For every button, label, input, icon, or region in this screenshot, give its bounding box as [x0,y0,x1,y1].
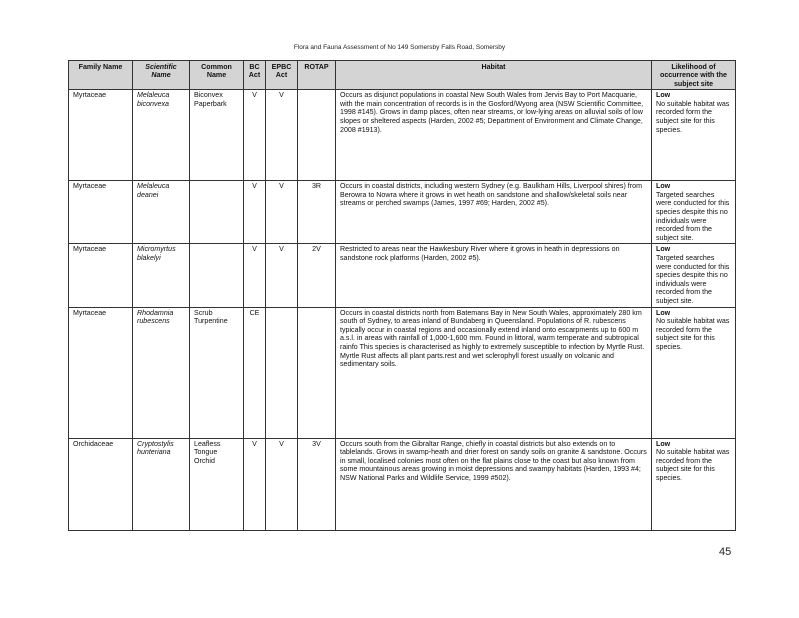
bc-cell: CE [244,307,266,438]
likelihood-cell [652,307,736,438]
table-header-row [69,61,736,90]
rotap-cell [298,90,336,181]
likelihood-level: Low [656,182,671,191]
family-cell: Myrtaceae [69,181,133,244]
table-row [69,244,736,307]
bc-cell: V [244,90,266,181]
scientific-cell: Cryptostylis hunteriana [133,438,190,530]
rotap-cell: 3V [298,438,336,530]
epbc-cell: V [266,438,298,530]
epbc-cell: V [266,90,298,181]
habitat-cell: Restricted to areas near the Hawkesbury River where it grows in heath in depressions on sandstone rock platforms (Harden, 2002 #5). [336,244,652,307]
likelihood-text: No suitable habitat was recorded from the subject site for this species. [656,448,730,482]
col-header-likelihood: Likelihood of occurrence with the subject site [652,61,736,90]
family-cell: Myrtaceae [69,307,133,438]
col-header-habitat: Habitat [336,61,652,90]
common-cell: Biconvex Paperbark [190,90,244,181]
common-cell: Scrub Turpentine [190,307,244,438]
scientific-cell: Melaleuca deanei [133,181,190,244]
table-row [69,438,736,530]
likelihood-cell [652,244,736,307]
col-header-family: Family Name [69,61,133,90]
col-header-bc: BC Act [244,61,266,90]
likelihood-text: Targeted searches were conducted for this species despite this no individuals were recorded from the subject site. [656,253,730,305]
likelihood-cell [652,438,736,530]
rotap-cell: 3R [298,181,336,244]
habitat-cell: Occurs south from the Gibraltar Range, chiefly in coastal districts but also extends on to tablelands. Grows in swamp-heath and drier forest on sandy soils on granite & sandstone. Occurs in small, localised colonies most often on the flat plains close to the coast but also known from some mountainous areas growing in moist depressions and swampy habitats (Harden, 1993 #4; NSW National Parks and Wildlife Service, 1999 #502). [336,438,652,530]
scientific-cell: Micromyrtus blakelyi [133,244,190,307]
bc-cell: V [244,438,266,530]
scientific-cell: Rhodamnia rubescens [133,307,190,438]
epbc-cell: V [266,244,298,307]
family-cell: Myrtaceae [69,244,133,307]
common-cell [190,181,244,244]
rotap-cell: 2V [298,244,336,307]
habitat-cell: Occurs in coastal districts north from Batemans Bay in New South Wales, approximately 280 km south of Sydney, to areas inland of Bundaberg in Queensland. Populations of R. rubescens typically occur in coastal regions and occasionally extend inland onto escarpments up to 600 m a.s.l. in areas with rainfall of 1,000-1,600 mm. Found in littoral, warm temperate and subtropical rainfo This species is characterised as highly to extremely susceptible to infection by Myrtle Rust. Myrtle Rust affects all plant parts.rest and wet sclerophyll forest usually on volcanic and sedimentary soils. [336,307,652,438]
family-cell: Orchidaceae [69,438,133,530]
habitat-cell: Occurs as disjunct populations in coastal New South Wales from Jervis Bay to Port Macquarie, with the main concentration of records is in the Gosford/Wyong area (NSW Scientific Committee, 1998 #145). Grows in damp places, often near streams, or low-lying areas on alluvial soils of low slopes or sheltered aspects (Harden, 2002 #5; Department of Environment and Climate Change, 2008 #1913). [336,90,652,181]
likelihood-level: Low [656,245,671,254]
col-header-scientific: Scientific Name [133,61,190,90]
family-cell: Myrtaceae [69,90,133,181]
species-table [68,60,736,531]
col-header-epbc: EPBC Act [266,61,298,90]
likelihood-level: Low [656,91,671,100]
table-row [69,181,736,244]
likelihood-text: No suitable habitat was recorded form the subject site for this species. [656,99,730,134]
table-row [69,90,736,181]
rotap-cell [298,307,336,438]
bc-cell: V [244,244,266,307]
scientific-cell: Melaleuca biconvexa [133,90,190,181]
habitat-cell: Occurs in coastal districts, including western Sydney (e.g. Baulkham Hills, Liverpool shires) from Berowra to Nowra where it grows in wet heath on sandstone and shallow/skeletal soils near streams or perched swamps (James, 1997 #69; Harden, 2002 #5). [336,181,652,244]
likelihood-level: Low [656,439,671,448]
likelihood-text: Targeted searches were conducted for this species despite this no individuals were recorded from the subject site. [656,190,730,242]
col-header-common: Common Name [190,61,244,90]
epbc-cell: V [266,181,298,244]
likelihood-text: No suitable habitat was recorded form the subject site for this species. [656,317,730,351]
bc-cell: V [244,181,266,244]
col-header-rotap: ROTAP [298,61,336,90]
table-row [69,307,736,438]
likelihood-cell [652,90,736,181]
epbc-cell [266,307,298,438]
page-number: 45 [719,546,732,558]
likelihood-level: Low [656,308,671,317]
page-header: Flora and Fauna Assessment of No 149 Somersby Falls Road, Somersby [293,44,506,51]
common-cell [190,244,244,307]
likelihood-cell [652,181,736,244]
common-cell: Leafless Tongue Orchid [190,438,244,530]
